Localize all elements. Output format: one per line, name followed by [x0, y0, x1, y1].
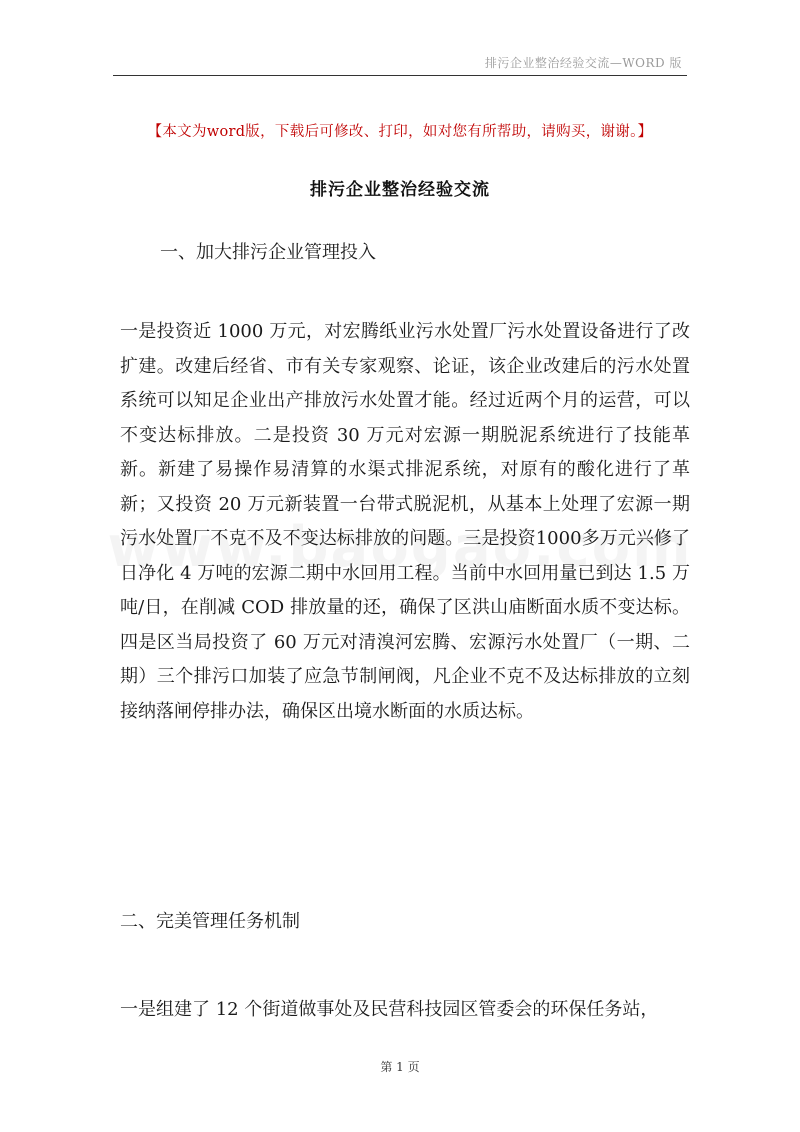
download-notice: 【本文为word版，下载后可修改、打印，如对您有所帮助，请购买，谢谢。】: [147, 124, 653, 140]
document-title: 排污企业整治经验交流: [310, 180, 490, 200]
section-1-paragraph: 一是投资近 1000 万元，对宏腾纸业污水处置厂污水处置设备进行了改扩建。改建后经省、市有关专家观察、论证，该企业改建后的污水处置系统可以知足企业出产排放污水处置才能。经过近两个月的运营，可以不变达标排放。二是投资 30 万元对宏源一期脱泥系统进行了技能革新。新建了易操作易清算的水渠式排泥系统，对原有的酸化进行了革新；又投资 20 万元新装置一台带式脱泥机，从基本上处理了宏源一期污水处置厂不克不及不变达标排放的问题。三是投资1000多万元兴修了日净化 4 万吨的宏源二期中水回用工程。当前中水回用量已到达 1.5 万吨/日，在削减 COD 排放量的还，确保了区洪山庙断面水质不变达标。四是区当局投资了 60 万元对清溴河宏腾、宏源污水处置厂（一期、二期）三个排污口加装了应急节制闸阀，凡企业不克不及达标排放的立刻接纳落闸停排办法，确保区出境水断面的水质达标。: [120, 321, 690, 722]
header-divider: [113, 75, 687, 76]
running-header: 排污企业整治经验交流—WORD 版: [484, 56, 682, 70]
section-2-paragraph: 一是组建了 12 个街道做事处及民营科技园区管委会的环保任务站，: [120, 999, 659, 1020]
page-number: 第 1 页: [380, 1060, 420, 1074]
section-heading-2: 二、完美管理任务机制: [120, 911, 300, 932]
section-heading-1: 一、加大排污企业管理投入: [160, 242, 376, 263]
